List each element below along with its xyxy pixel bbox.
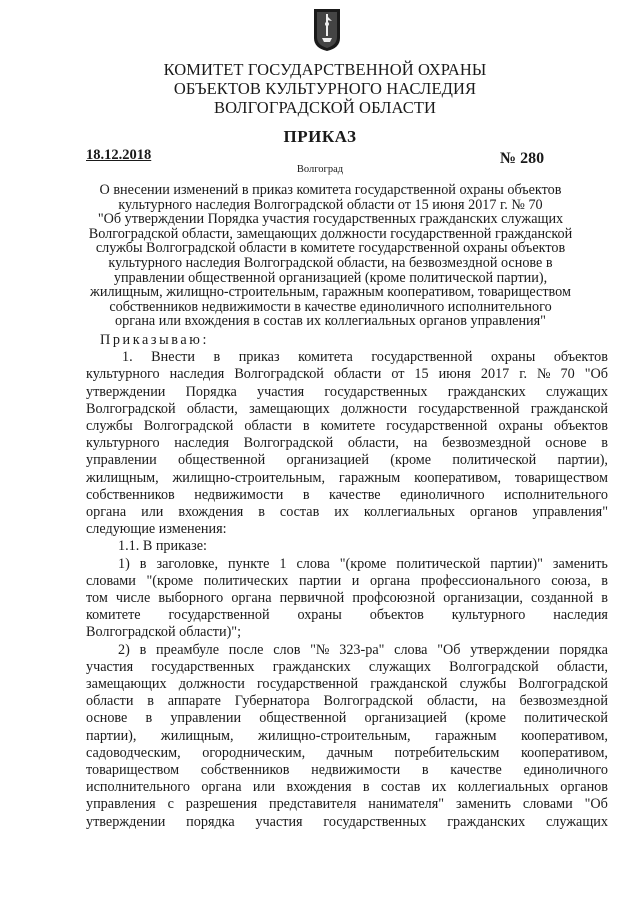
body-line: жилищным, жилищно-строительным, гаражным кооперативом, товариществом	[86, 469, 608, 486]
body-line: органа или вхождения в состав их коллегиальных органов управления"	[86, 504, 608, 521]
order-city: Волгоград	[296, 164, 344, 175]
subject-line: службы Волгоградской области в комитете государственной охраны объектов	[95, 240, 566, 257]
body-line: утверждении Порядка участия государственных гражданских служащих	[86, 383, 608, 400]
body-line: 1. Внести в приказ комитета государственной охраны объектов	[122, 349, 608, 366]
committee-line-3: ВОЛГОГРАДСКОЙ ОБЛАСТИ	[213, 98, 437, 117]
body-line: области в аппарате Губернатора Волгоградской области, на безвозмездной	[86, 693, 608, 710]
body-line: Приказываю:	[100, 332, 209, 348]
subject-line: О внесении изменений в приказ комитета государственной охраны объектов	[99, 182, 562, 198]
committee-line-1: КОМИТЕТ ГОСУДАРСТВЕННОЙ ОХРАНЫ	[163, 60, 487, 79]
body-line: том числе выборного органа первичной профсоюзной организации, созданной в	[86, 590, 608, 607]
body-line: исполнительного органа или вхождения в состав их коллегиальных органов	[86, 779, 608, 796]
body-line: утверждении порядка участия государственных гражданских служащих	[86, 813, 608, 830]
committee-line-2: ОБЪЕКТОВ КУЛЬТУРНОГО НАСЛЕДИЯ	[173, 79, 477, 98]
body-line: 1.1. В приказе:	[118, 538, 207, 555]
body-line: партии), жилищным, жилищно-строительным, гаражным кооперативом,	[86, 727, 608, 744]
order-title: ПРИКАЗ	[283, 127, 357, 146]
subject-line: Волгоградской области, замещающих должности государственной гражданской	[88, 225, 573, 242]
body-line: культурного наследия Волгоградской области, на безвозмездной основе в	[86, 435, 608, 452]
subject-line: собственников недвижимости в качестве единоличного исполнительного	[109, 298, 552, 315]
body-line: 1) в заголовке, пункте 1 слова "(кроме политической партии)" заменить	[118, 555, 608, 572]
body-line: словами "(кроме политических партии и органа профессионального союза, в	[86, 572, 608, 589]
body-line: основе в управлении общественной организацией (кроме политической	[86, 710, 608, 727]
subject-line: культурного наследия Волгоградской области от 15 июня 2017 г. № 70	[118, 196, 543, 213]
subject-line: органа или вхождения в состав их коллегиальных органов управления"	[115, 313, 546, 330]
subject-line: жилищным, жилищно-строительным, гаражным кооперативом, товариществом	[90, 284, 571, 301]
body-line: собственников недвижимости в качестве единоличного исполнительного	[86, 486, 608, 503]
body-line: товариществом собственников недвижимости в качестве единоличного	[86, 762, 608, 779]
body-line: следующие изменения:	[86, 521, 227, 538]
body-line: управлении общественной организацией (кроме политической партии),	[86, 452, 608, 469]
order-number: № 280	[500, 150, 545, 167]
volgograd-coat-of-arms-icon	[313, 8, 341, 52]
body-line: замещающих должности государственной гражданской службы Волгоградской	[86, 676, 608, 693]
body-line: Волгоградской области)";	[86, 624, 242, 641]
body-line: Волгоградской области, замещающих должности государственной гражданской	[86, 400, 608, 417]
body-line: садоводческим, огородническим, дачным потребительским кооперативом,	[86, 744, 608, 761]
order-subject	[78, 183, 583, 329]
subject-line: культурного наследия Волгоградской области, на безвозмездной основе в	[108, 254, 553, 271]
committee-header	[140, 60, 510, 117]
subject-line: управлении общественной организацией (кроме политической партии),	[113, 269, 548, 286]
subject-line: "Об утверждении Порядка участия государственных гражданских служащих	[97, 211, 564, 228]
body-line: культурного наследия Волгоградской области от 15 июня 2017 г. № 70 "Об	[86, 366, 608, 383]
order-body	[86, 332, 608, 831]
order-date: 18.12.2018	[86, 147, 152, 163]
body-line: 2) в преамбуле после слов "№ 323-ра" слова "Об утверждении порядка	[118, 641, 608, 658]
body-line: участия государственных гражданских служащих Волгоградской области,	[86, 658, 608, 675]
body-line: комитете государственной охраны объектов культурного наследия	[86, 607, 608, 624]
body-line: управления с разрешения представителя нанимателя" заменить словами "Об	[86, 796, 608, 813]
body-line: службы Волгоградской области в комитете государственной охраны объектов	[86, 418, 608, 435]
